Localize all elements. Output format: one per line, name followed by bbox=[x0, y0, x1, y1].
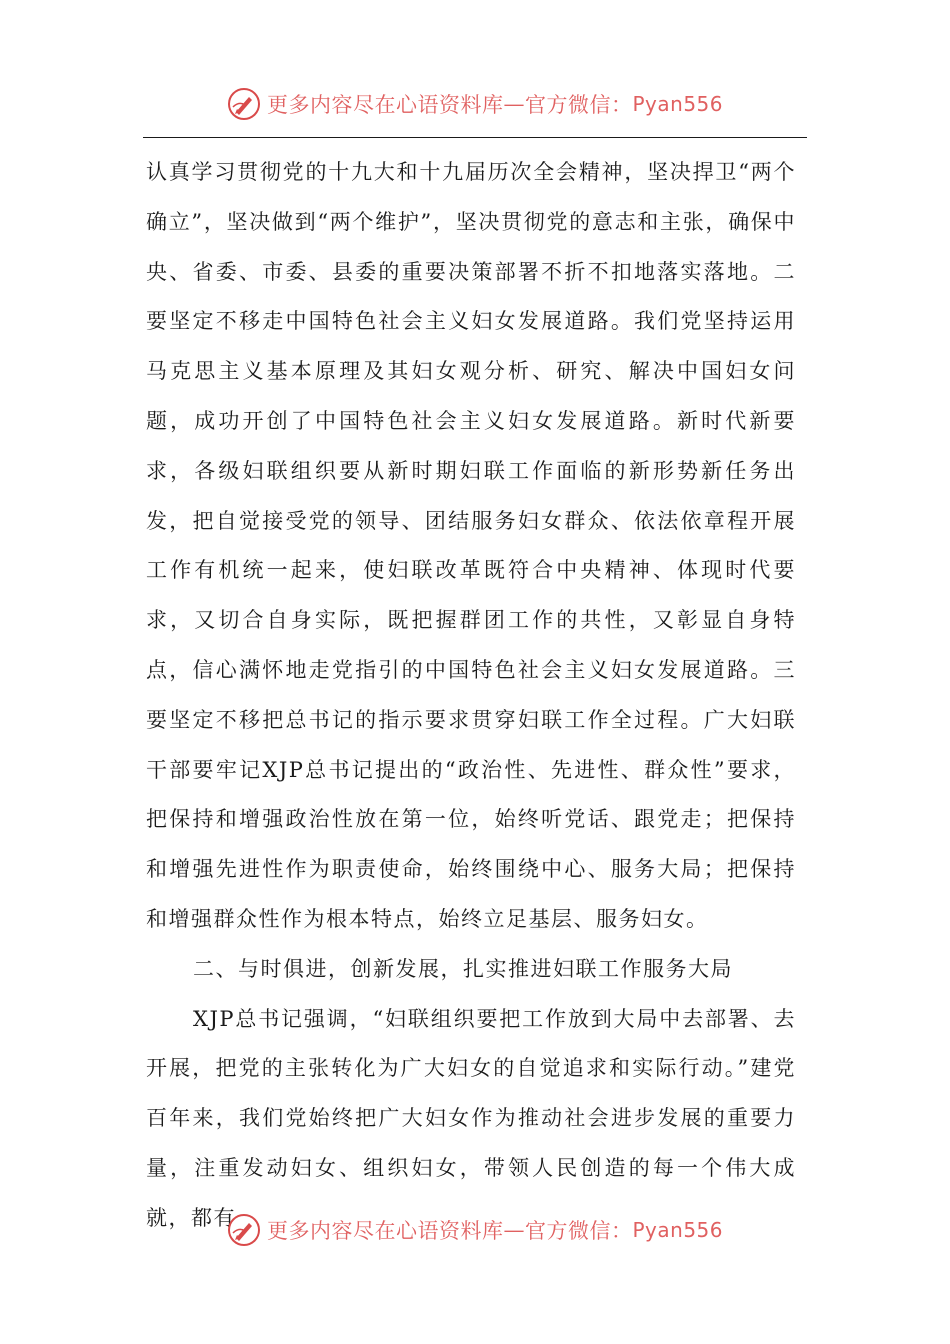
body-paragraph: 认真学习贯彻党的十九大和十九届历次全会精神，坚决捍卫“两个确立”，坚决做到“两个维护”，坚决贯彻党的意志和主张，确保中央、省委、市委、县委的重要决策部署不折不扣地落实落地。二要坚定不移走中国特色社会主义妇女发展道路。我们党坚持运用马克思主义基本原理及其妇女观分析、研究、解决中国妇女问题，成功开创了中国特色社会主义妇女发展道路。新时代新要求，各级妇联组织要从新时期妇联工作面临的新形势新任务出发，把自觉接受党的领导、团结服务妇女群众、依法依章程开展工作有机统一起来，使妇联改革既符合中央精神、体现时代要求，又切合自身实际，既把握群团工作的共性，又彰显自身特点，信心满怀地走党指引的中国特色社会主义妇女发展道路。三要坚定不移把总书记的指示要求贯穿妇联工作全过程。广大妇联干部要牢记XJP总书记提出的“政治性、先进性、群众性”要求，把保持和增强政治性放在第一位，始终听党话、跟党走；把保持和增强先进性作为职责使命，始终围绕中心、服务大局；把保持和增强群众性作为根本特点，始终立足基层、服务妇女。 bbox=[146, 160, 796, 931]
watermark-wechat-id: Pyan556 bbox=[632, 1218, 723, 1242]
pen-logo-icon bbox=[227, 1213, 261, 1247]
document-body bbox=[146, 148, 796, 1244]
watermark-wechat-id: Pyan556 bbox=[632, 92, 723, 116]
watermark-main-text: 更多内容尽在心语资料库 bbox=[266, 1219, 504, 1243]
watermark-label: 官方微信： bbox=[524, 1219, 633, 1243]
watermark-dash: — bbox=[503, 1218, 525, 1242]
header-watermark bbox=[0, 84, 950, 124]
section-heading: 二、与时俱进，创新发展，扎实推进妇联工作服务大局 bbox=[193, 956, 733, 981]
watermark-dash: — bbox=[503, 92, 525, 116]
header-divider bbox=[143, 137, 807, 138]
footer-watermark bbox=[0, 1210, 950, 1250]
watermark-main-text: 更多内容尽在心语资料库 bbox=[266, 93, 504, 117]
body-paragraph: XJP总书记强调，“妇联组织要把工作放到大局中去部署、去开展，把党的主张转化为广大妇女的自觉追求和实际行动。”建党百年来，我们党始终把广大妇女作为推动社会进步发展的重要力量，注重发动妇女、组织妇女，带领人民创造的每一个伟大成就，都有 bbox=[146, 1006, 796, 1230]
pen-logo-icon bbox=[227, 87, 261, 121]
watermark-label: 官方微信： bbox=[524, 93, 633, 117]
